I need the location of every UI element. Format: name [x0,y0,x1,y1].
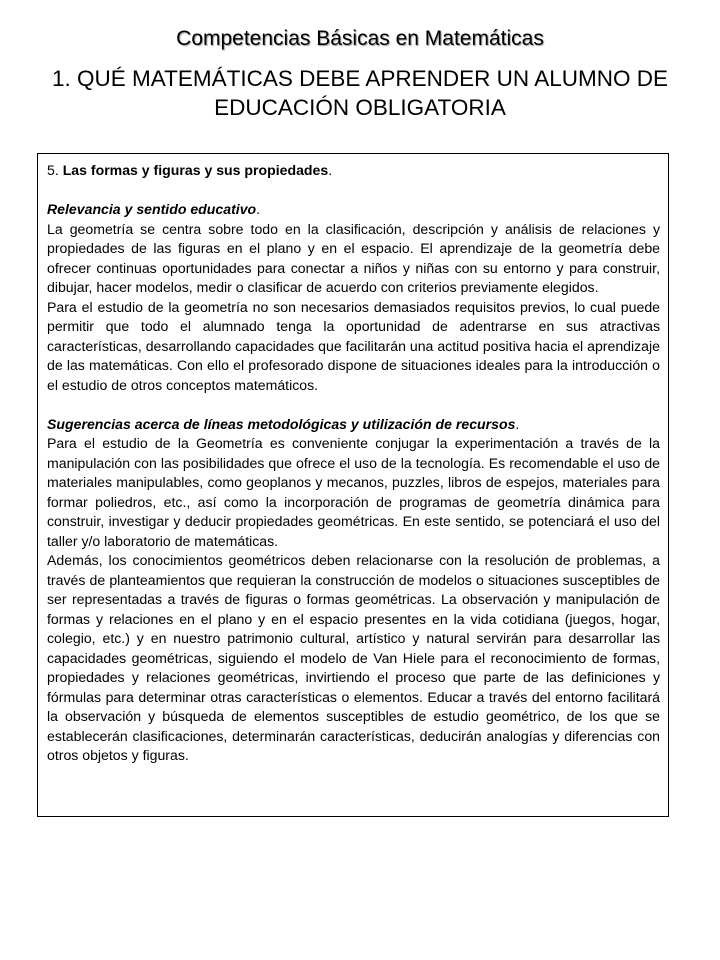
document-title: Competencias Básicas en Matemáticas [176,27,544,50]
paragraph-3: Para el estudio de la Geometría es conveniente conjugar la experimentación a través de la manipulación con las posibilidades que ofrece el uso de la tecnología. Es recomendable el uso de materiales manipulables, como geoplanos y mecanos, puzzles, libros de espejos, materiales para formar poliedros, etc., así como la incorporación de programas de geometría dinámica para construir, investigar y deducir propiedades geométricas. En este sentido, se potenciará el uso del taller y/o laboratorio de matemáticas. [47,435,660,549]
spacer [47,395,660,415]
item-number: 5. [47,162,59,178]
paragraph-1: La geometría se centra sobre todo en la clasificación, descripción y análisis de relaciones y propiedades de las figuras en el plano y en el espacio. El aprendizaje de la geometría debe ofrecer continuas oportunidades para conectar a niños y niñas con su entorno y para construir, dibujar, hacer modelos, medir o clasificar de acuerdo con criterios previamente elegidos. [47,220,660,295]
spacer [47,181,660,201]
item-title: Las formas y figuras y sus propiedades [62,162,329,178]
paragraph-2: Para el estudio de la geometría no son necesarios demasiados requisitos previos, lo cual puede permitir que todo el alumnado tenga la oportunidad de adentrarse en sus atractivas características, desarrollando capacidades que facilitarán una actitud positiva hacia el aprendizaje de las matemáticas. Con ello el profesorado dispone de situaciones ideales para la introducción o el estudio de otros conceptos matemáticos. [47,298,660,393]
item-heading: 5. Las formas y figuras y sus propiedades. [47,162,333,178]
section-heading: 1. QUÉ MATEMÁTICAS DEBE APRENDER UN ALUMNO DE EDUCACIÓN OBLIGATORIA [52,66,668,120]
subheading-methodology: Sugerencias acerca de líneas metodológicas y utilización de recursos. [47,415,520,432]
content-box [37,153,669,817]
subheading-relevance: Relevancia y sentido educativo. [47,201,261,217]
paragraph-4: Además, los conocimientos geométricos deben relacionarse con la resolución de problemas, a través de planteamientos que requieran la construcción de modelos o situaciones susceptibles de ser representadas a través de figuras o formas geométricas. La observación y manipulación de formas y relaciones en el plano y en el espacio presentes en la vida cotidiana (juegos, hogar, colegio, etc.) y en nuestro patrimonio cultural, artístico y natural servirán para desarrollar las capacidades geométricas, siguiendo el modelo de Van Hiele para el reconocimiento de formas, propiedades y relaciones geométricas, invirtiendo el proceso que parte de las definiciones y fórmulas para determinar otras características o elementos. Educar a través del entorno facilitará la observación y búsqueda de elementos susceptibles de estudio geométrico, de los que se establecerán clasificaciones, determinarán características, deducirán analogías y diferencias con otros objetos y figuras. [47,552,660,763]
